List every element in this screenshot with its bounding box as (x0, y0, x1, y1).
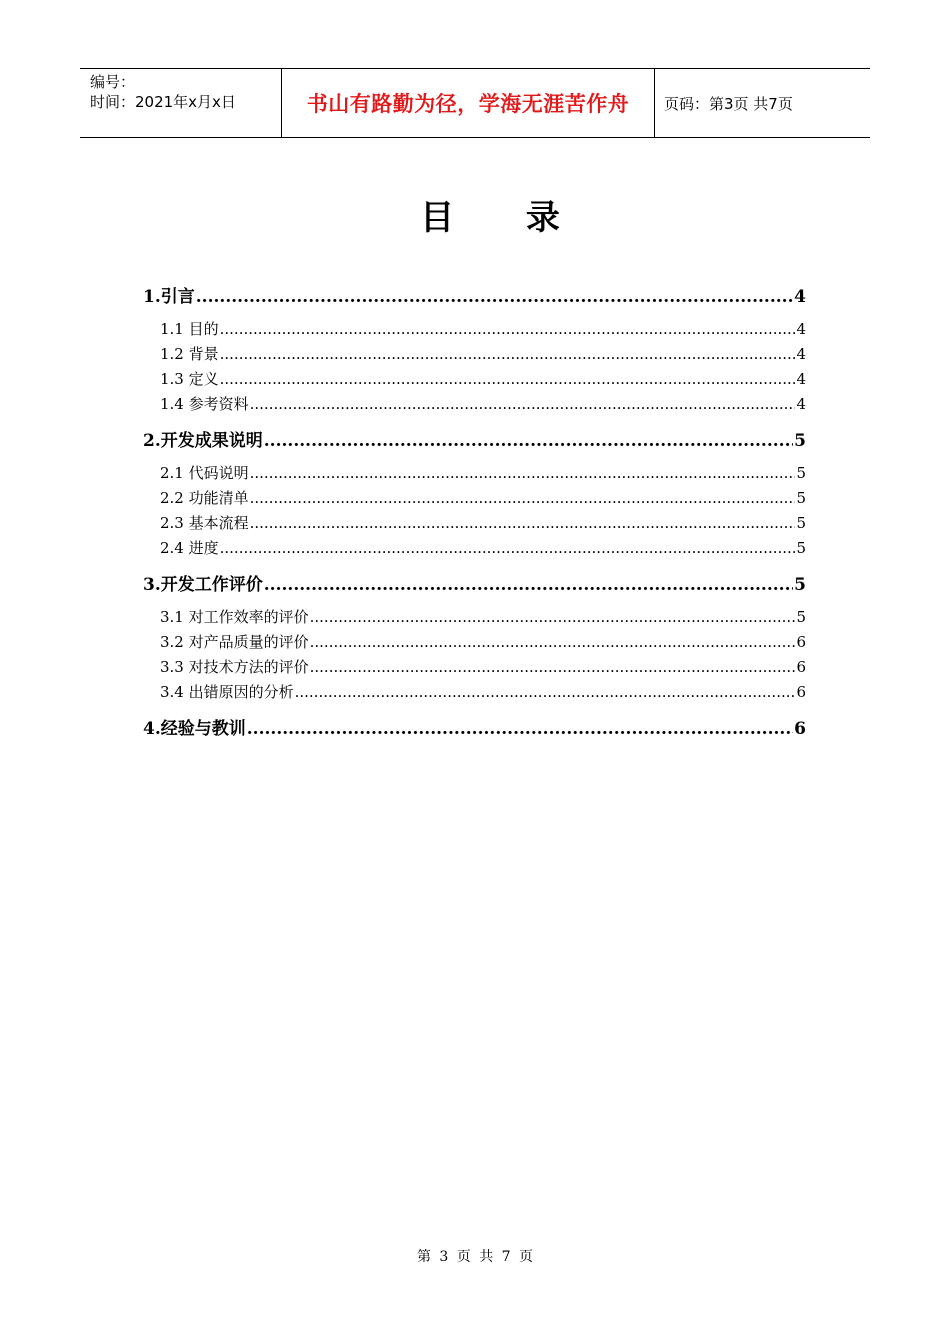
toc-entry-title: 2.4 进度 (160, 539, 219, 557)
toc-entry-page: 5 (794, 431, 806, 451)
toc-entry-title: 1.1 目的 (160, 320, 219, 338)
toc-entry-page: 5 (796, 608, 806, 626)
header-meta-cell (80, 69, 282, 137)
toc-leader (295, 683, 796, 701)
toc-leader (250, 489, 796, 507)
toc-entry-page: 4 (796, 370, 806, 388)
toc-leader (310, 608, 796, 626)
toc-entry[interactable] (160, 318, 806, 339)
toc-entry-page: 4 (794, 287, 806, 307)
toc-entry[interactable] (160, 368, 806, 389)
header-page-cell (655, 69, 870, 137)
toc-leader (264, 575, 793, 595)
toc-leader (250, 514, 796, 532)
toc-entry[interactable] (143, 282, 806, 307)
toc-entry-title: 2.3 基本流程 (160, 514, 249, 532)
page-info: 页码：第3页 共7页 (664, 94, 793, 113)
toc-leader (220, 539, 796, 557)
toc-entry-page: 5 (794, 575, 806, 595)
toc-entry-title: 1.2 背景 (160, 345, 219, 363)
toc-entry-title: 1.3 定义 (160, 370, 219, 388)
toc-entry[interactable] (160, 393, 806, 414)
toc-entry[interactable] (160, 631, 806, 652)
toc-entry-page: 5 (796, 489, 806, 507)
toc-entry-title: 3.3 对技术方法的评价 (160, 658, 309, 676)
toc-leader (220, 320, 796, 338)
toc-entry[interactable] (143, 570, 806, 595)
header-motto-cell (282, 69, 655, 137)
toc-entry-page: 5 (796, 514, 806, 532)
toc-entry-title: 1.4 参考资料 (160, 395, 249, 413)
toc-leader (264, 431, 793, 451)
page-footer: 第 3 页 共 7 页 (416, 1249, 534, 1265)
toc-leader (220, 370, 796, 388)
toc-entry[interactable] (160, 462, 806, 483)
toc-entry-title: 4.经验与教训 (143, 719, 246, 739)
toc-leader (310, 633, 796, 651)
toc-entry-title: 1.引言 (143, 287, 195, 307)
toc-entry[interactable] (160, 512, 806, 533)
toc-leader (247, 719, 793, 739)
toc-entry[interactable] (160, 606, 806, 627)
toc-leader (196, 287, 793, 307)
toc-entry[interactable] (160, 681, 806, 702)
toc-entry-title: 2.1 代码说明 (160, 464, 249, 482)
toc-entry-page: 4 (796, 345, 806, 363)
toc-entry-title: 3.1 对工作效率的评价 (160, 608, 309, 626)
toc-entry-title: 3.开发工作评价 (143, 575, 263, 595)
toc-entry-page: 6 (796, 633, 806, 651)
toc-entry-title: 2.开发成果说明 (143, 431, 263, 451)
toc-entry-page: 5 (796, 464, 806, 482)
toc-entry-page: 6 (794, 719, 806, 739)
toc-leader (220, 345, 796, 363)
toc-entry-title: 3.2 对产品质量的评价 (160, 633, 309, 651)
page-title: 目 录 (420, 198, 590, 238)
toc-leader (250, 395, 796, 413)
toc-entry[interactable] (160, 656, 806, 677)
toc-entry[interactable] (160, 537, 806, 558)
toc-entry[interactable] (143, 426, 806, 451)
toc-entry[interactable] (143, 714, 806, 739)
document-header (80, 68, 870, 138)
toc-entry[interactable] (160, 487, 806, 508)
toc-entry[interactable] (160, 343, 806, 364)
toc-entry-page: 5 (796, 539, 806, 557)
toc-entry-title: 3.4 出错原因的分析 (160, 683, 294, 701)
toc-entry-title: 2.2 功能清单 (160, 489, 249, 507)
toc-entry-page: 6 (796, 658, 806, 676)
toc-entry-page: 4 (796, 395, 806, 413)
date-label: 时间：2021年x月x日 (90, 93, 236, 111)
number-label: 编号： (90, 73, 136, 91)
toc-leader (310, 658, 796, 676)
motto-text: 书山有路勤为径，学海无涯苦作舟 (306, 92, 630, 116)
toc-leader (250, 464, 796, 482)
toc-entry-page: 4 (796, 320, 806, 338)
toc-entry-page: 6 (796, 683, 806, 701)
